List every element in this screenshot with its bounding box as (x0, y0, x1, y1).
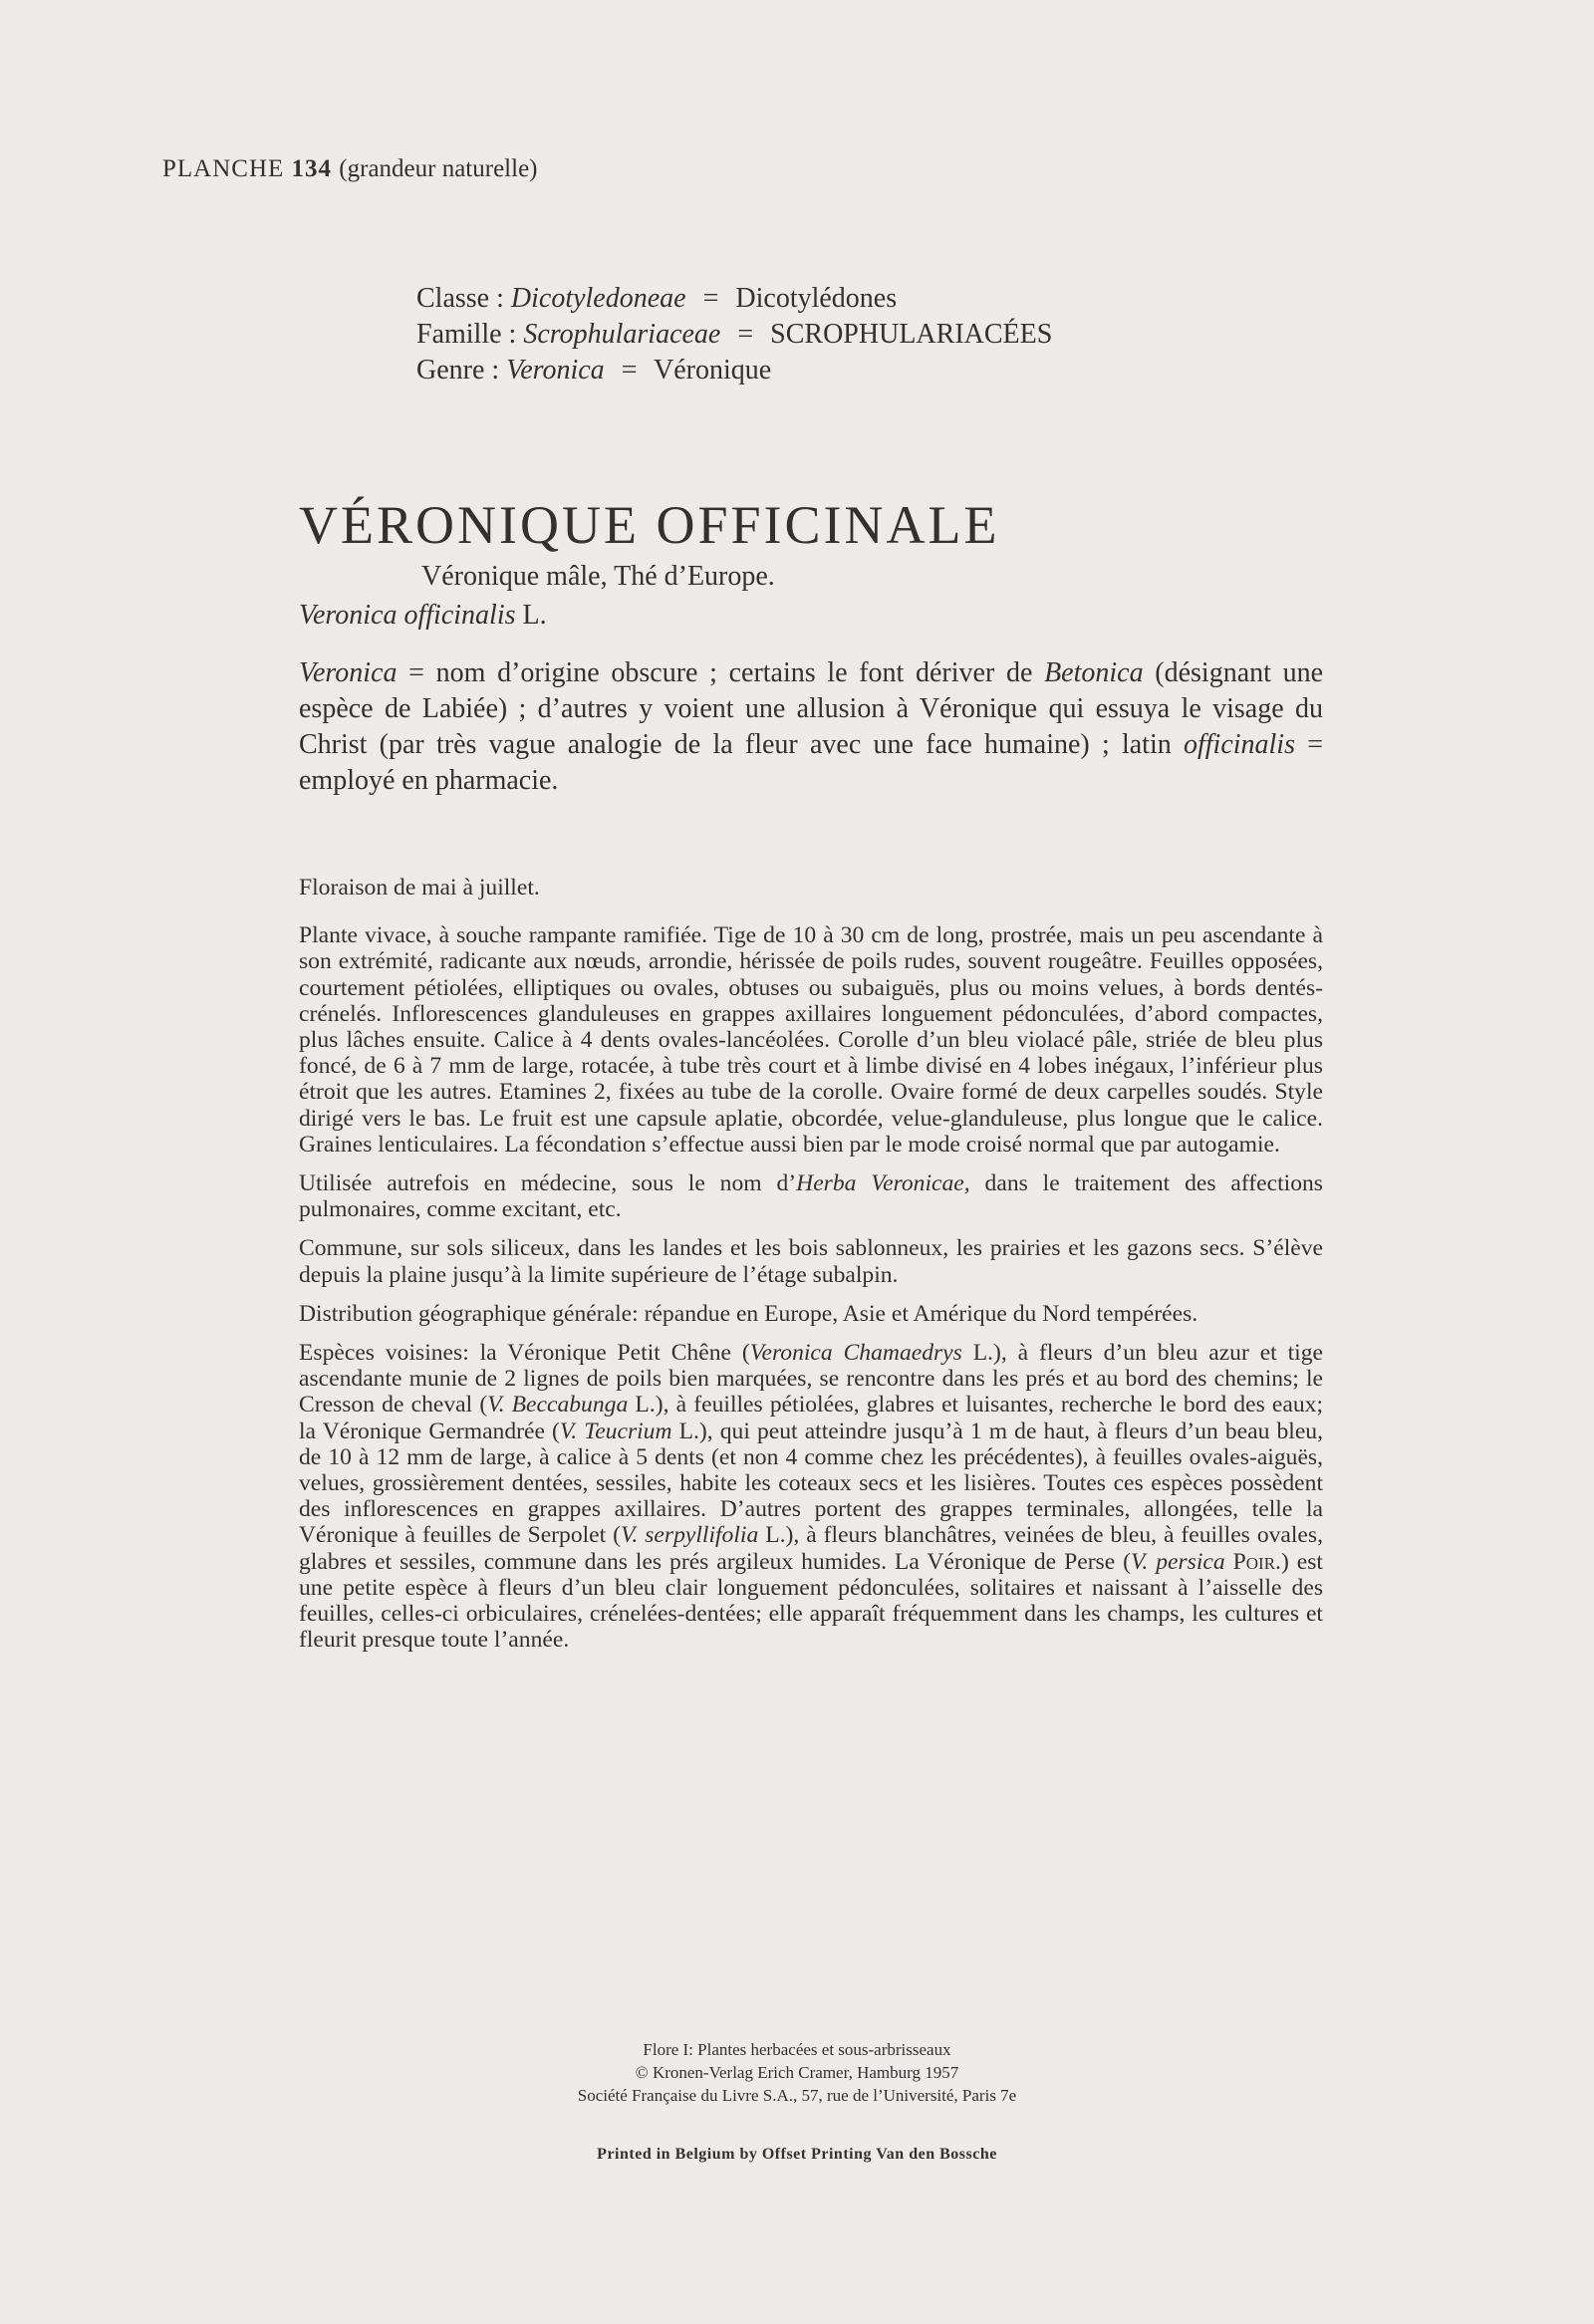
page-title: VÉRONIQUE OFFICINALE (299, 495, 1000, 555)
etymology-betonica: Betonica (1044, 657, 1144, 688)
usage-text: dans le traitement des affections pulmonaires, comme excitant, etc. (299, 1170, 1323, 1223)
taxonomy-classe (416, 281, 1052, 317)
colophon-line: Société Française du Livre S.A., 57, rue de l’Université, Paris 7e (577, 2086, 1017, 2105)
related-italic: V. Beccabunga (487, 1392, 629, 1419)
distribution-paragraph: Distribution géographique générale: répandue en Europe, Asie et Amérique du Nord tempérées. (299, 1300, 1198, 1327)
colophon (0, 2038, 1594, 2107)
related-species-paragraph (299, 1340, 1323, 1653)
habitat-paragraph: Commune, sur sols siliceux, dans les landes et les bois sablonneux, les prairies et les gazons secs. S’élève depuis la plaine jusqu’à la limite supérieure de l’étage subalpin. (299, 1235, 1323, 1288)
morphology-paragraph: Plante vivace, à souche rampante ramifiée. Tige de 10 à 30 cm de long, prostrée, mais un peu ascendante à son extrémité, radicante aux nœuds, arrondie, hérissée de poils rudes, souvent rougeâtre. Feuilles opposées, courtement pétiolées, elliptiques ou ovales, obtuses ou subaiguës, plus ou moins velues, à bords dentés-crénelés. Inflorescences glanduleuses en grappes axillaires longuement pédonculées, d’abord compactes, plus lâches ensuite. Calice à 4 dents ovales-lancéolées. Corolle d’un bleu violacé pâle, striée de bleu plus foncé, de 6 à 7 mm de large, rotacée, à tube très court et à limbe divisé en 4 lobes inégaux, l’inférieur plus étroit que les autres. Etamines 2, fixées au tube de la corolle. Ovaire formé de deux carpelles soudés. Style dirigé vers le bas. Le fruit est une capsule aplatie, obcordée, velue-glanduleuse, plus longue que le calice. Graines lenticulaires. La fécondation s’effectue aussi bien par le mode croisé normal que par autogamie. (299, 922, 1323, 1158)
taxonomy-french: Véronique (653, 355, 772, 386)
related-italic: V. persica (1131, 1548, 1225, 1575)
latin-binomial: Veronica officinalis (299, 600, 516, 631)
equals-sign: = (621, 355, 638, 386)
latin-name (299, 600, 547, 632)
flowering-paragraph: Floraison de mai à juillet. (299, 875, 540, 901)
related-text: L.), à fleurs blanchâtres, veinées de bleu, à feuilles ovales, glabres et sessiles, commune dans les prés argileux humides. La Véronique de Perse ( (299, 1522, 1323, 1575)
plate-header (162, 155, 538, 183)
etymology-genus: Veronica (299, 657, 398, 688)
related-text: L.), à fleurs d’un bleu azur et tige ascendante munie de 2 lignes de poils bien marquées, se rencontre dans les prés et au bord des chemins; le Cresson de cheval ( (299, 1340, 1323, 1419)
etymology-officinalis: officinalis (1183, 729, 1295, 760)
taxonomy-label: Genre : (416, 355, 500, 386)
description-block (299, 875, 1323, 1666)
equals-sign: = (737, 319, 754, 350)
usage-italic: Herba Veronicae, (796, 1170, 970, 1197)
taxonomy-latin: Veronica (506, 355, 605, 386)
plate-note: (grandeur naturelle) (339, 155, 538, 182)
plate-label: PLANCHE (162, 155, 285, 182)
related-text: Espèces voisines: la Véronique Petit Chêne ( (299, 1340, 750, 1367)
taxonomy-latin: Scrophulariaceae (523, 319, 721, 350)
taxonomy-label: Classe : (416, 283, 504, 314)
equals-sign: = (702, 283, 719, 314)
common-names: Véronique mâle, Thé d’Europe. (421, 561, 775, 592)
related-text: L.), qui peut atteindre jusqu’à 1 m de haut, à fleurs d’un beau bleu, de 10 à 12 mm de large, à calice à 5 dents (et non 4 comme chez les précédentes), à feuilles ovales-aiguës, velues, grossièrement dentées, sessiles, habite les coteaux secs et les lisières. Toutes ces espèces possèdent des inflorescences en grappes axillaires. D’autres portent des grappes terminales, allongées, telle la Véronique à feuilles de Serpolet ( (299, 1418, 1323, 1549)
usage-paragraph (299, 1170, 1323, 1222)
taxonomy-french: SCROPHULARIACÉES (770, 319, 1053, 350)
etymology-text: = nom d’origine obscure ; certains le font dériver de (397, 657, 1045, 688)
usage-text: Utilisée autrefois en médecine, sous le nom d’ (299, 1170, 797, 1197)
related-italic: V. serpyllifolia (621, 1522, 759, 1549)
taxonomy-famille (416, 317, 1052, 353)
plate-number: 134 (291, 155, 333, 182)
etymology-paragraph (299, 655, 1323, 799)
etymology-text: = employé en pharmacie. (299, 729, 1324, 796)
colophon-line: © Kronen-Verlag Erich Cramer, Hamburg 1957 (635, 2063, 959, 2082)
related-author: Poir. (1232, 1548, 1281, 1575)
latin-author: L. (522, 600, 547, 631)
related-italic: V. Teucrium (559, 1418, 672, 1444)
taxonomy-block (416, 281, 1052, 388)
taxonomy-genre (416, 353, 1052, 388)
taxonomy-latin: Dicotyledoneae (510, 283, 686, 314)
colophon-line: Flore I: Plantes herbacées et sous-arbrisseaux (643, 2040, 951, 2059)
taxonomy-label: Famille : (416, 319, 517, 350)
related-italic: Veronica Chamaedrys (749, 1340, 962, 1367)
related-text: L.), à feuilles pétiolées, glabres et luisantes, recherche le bord des eaux; la Véronique Germandrée ( (299, 1392, 1323, 1444)
taxonomy-french: Dicotylédones (735, 283, 898, 314)
etymology-text: (désignant une espèce de Labiée) ; d’autres y voient une allusion à Véronique qui essuya le visage du Christ (par très vague analogie de la fleur avec une face humaine) ; latin (299, 657, 1324, 760)
related-text: ) est une petite espèce à fleurs d’un bleu clair longuement pédonculées, solitaires et naissant à l’aisselle des feuilles, celles-ci orbiculaires, crénelées-dentées; elle apparaît fréquemment dans les champs, les cultures et fleurit presque toute l’année. (299, 1548, 1323, 1654)
printer-credit: Printed in Belgium by Offset Printing Van den Bossche (597, 2146, 997, 2163)
